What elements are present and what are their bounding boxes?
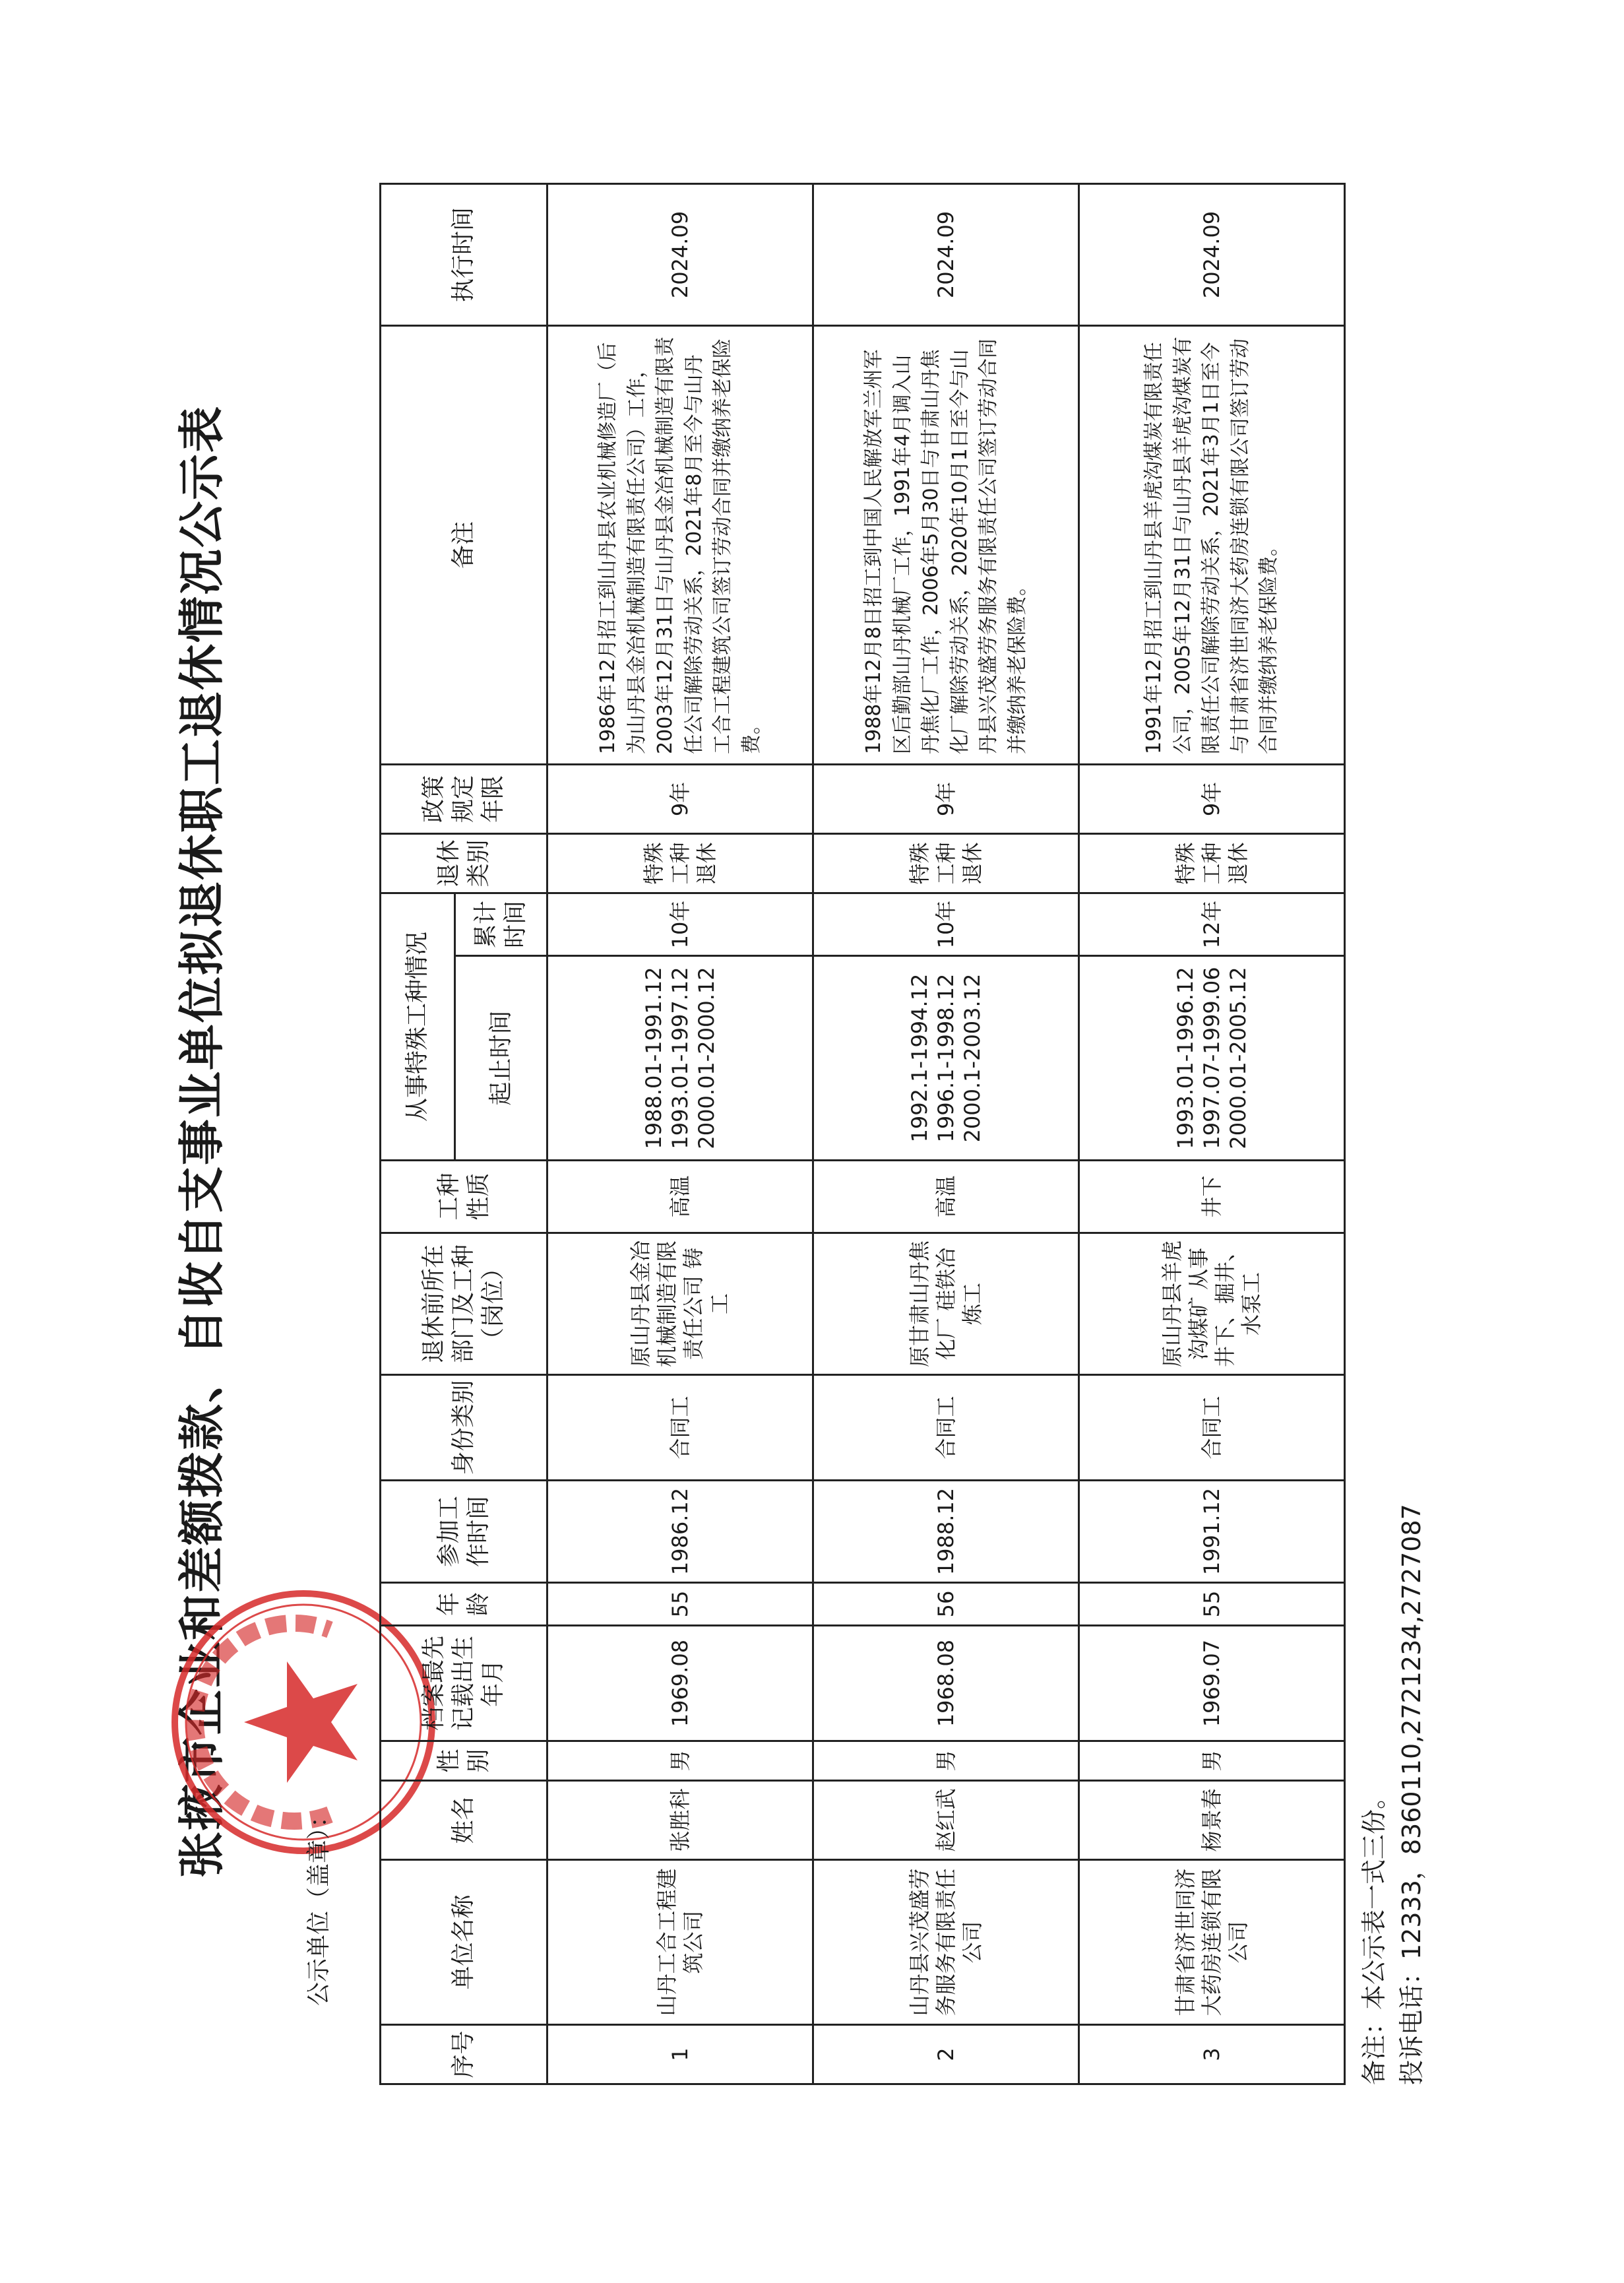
header-birth: 档案最先记载出生年月: [381, 1626, 547, 1741]
row-total: 12年: [1078, 893, 1344, 955]
row-note: 1986年12月招工到山丹县农业机械修造厂（后为山丹县金冶机械制造有限责任公司）工作，2003年12月31日与山丹县金冶机械制造有限责任公司解除劳动关系，2021年8月至今与山丹工合工程建筑公司签订劳动合同并缴纳养老保险费。: [547, 325, 813, 764]
period-item: 2000.01-2005.12: [1225, 967, 1251, 1149]
row-age: 55: [1078, 1583, 1344, 1626]
header-period: 起止时间: [454, 956, 547, 1161]
row-retire-type: 特殊工种退休: [547, 833, 813, 893]
row-worktype: 高温: [547, 1161, 813, 1233]
header-note: 备注: [381, 325, 547, 764]
header-seq: 序号: [381, 2025, 547, 2084]
row-gender: 男: [1078, 1741, 1344, 1781]
header-dept: 退休前所在部门及工种（岗位）: [381, 1233, 547, 1375]
row-identity: 合同工: [813, 1375, 1078, 1481]
row-company: 甘肃省济世同济大药房连锁有限公司: [1078, 1860, 1344, 2025]
period-item: 1997.07-1999.06: [1199, 967, 1224, 1149]
row-note: 1988年12月8日招工到中国人民解放军兰州军区后勤部山丹机械厂工作，1991年4月调入山丹焦化厂工作，2006年5月30日与甘肃山丹焦化厂解除劳动关系，2020年10月1日至今与山丹县兴茂盛劳务服务有限责任公司签订劳动合同并缴纳养老保险费。: [813, 325, 1078, 764]
row-dept: 原甘肃山丹焦化厂 硅铁冶炼工: [813, 1233, 1078, 1375]
row-policy: 9年: [1078, 764, 1344, 833]
header-age: 年龄: [381, 1583, 547, 1626]
period-item: 1993.01-1997.12: [667, 967, 693, 1149]
row-periods: [1078, 956, 1344, 1161]
row-gender: 男: [547, 1741, 813, 1781]
header-name: 姓名: [381, 1781, 547, 1860]
header-exec: 执行时间: [381, 183, 547, 325]
row-worktype: 高温: [813, 1161, 1078, 1233]
row-name: 杨景春: [1078, 1781, 1344, 1860]
row-total: 10年: [813, 893, 1078, 955]
row-age: 56: [813, 1583, 1078, 1626]
header-worktype: 工种性质: [381, 1161, 547, 1233]
header-retire-type: 退休类别: [381, 833, 547, 893]
header-join: 参加工作时间: [381, 1481, 547, 1583]
row-company: 山丹工合工程建筑公司: [547, 1860, 813, 2025]
row-dept: 原山丹县金冶机械制造有限责任公司 铸工: [547, 1233, 813, 1375]
period-item: 2000.01-2000.12: [693, 967, 719, 1149]
footer-phone: 投诉电话：12333，8360110,2721234,2727087: [1397, 1504, 1426, 2085]
row-birth: 1969.08: [547, 1626, 813, 1741]
table-row: [547, 183, 813, 2084]
header-identity: 身份类别: [381, 1375, 547, 1481]
row-seq: 3: [1078, 2025, 1344, 2084]
row-note: 1991年12月招工到山丹县羊虎沟煤炭有限责任公司，2005年12月31日与山丹县羊虎沟煤炭有限责任公司解除劳动关系，2021年3月1日至今与甘肃省济世同济大药房连锁有限公司签订劳动合同并缴纳养老保险费。: [1078, 325, 1344, 764]
row-exec: 2024.09: [1078, 183, 1344, 325]
header-total: 累计时间: [454, 893, 547, 955]
row-identity: 合同工: [547, 1375, 813, 1481]
header-gender: 性别: [381, 1741, 547, 1781]
row-policy: 9年: [547, 764, 813, 833]
row-birth: 1968.08: [813, 1626, 1078, 1741]
header-policy: 政策规定年限: [381, 764, 547, 833]
row-worktype: 井下: [1078, 1161, 1344, 1233]
period-item: 1996.1-1998.12: [933, 973, 958, 1143]
row-seq: 2: [813, 2025, 1078, 2084]
row-name: 张胜科: [547, 1781, 813, 1860]
retirement-table: [379, 183, 1346, 2085]
period-item: 1988.01-1991.12: [640, 967, 666, 1149]
table-row: [1078, 183, 1344, 2084]
publishing-unit-label: 公示单位（盖章）：: [305, 1803, 332, 2006]
footer: [1356, 1504, 1431, 2085]
table-row: [813, 183, 1078, 2084]
row-birth: 1969.07: [1078, 1626, 1344, 1741]
header-special: 从事特殊工种情况: [381, 893, 455, 1160]
period-item: 2000.1-2003.12: [959, 973, 985, 1143]
row-retire-type: 特殊工种退休: [1078, 833, 1344, 893]
row-total: 10年: [547, 893, 813, 955]
row-join: 1988.12: [813, 1481, 1078, 1583]
period-item: 1993.01-1996.12: [1172, 967, 1198, 1149]
period-item: 1992.1-1994.12: [906, 973, 932, 1143]
row-exec: 2024.09: [813, 183, 1078, 325]
row-join: 1991.12: [1078, 1481, 1344, 1583]
row-policy: 9年: [813, 764, 1078, 833]
row-dept: 原山丹县羊虎沟煤矿 从事井下、掘井、水泵工: [1078, 1233, 1344, 1375]
page-title: 张掖市企业和差额拨款、自收自支事业单位拟退休职工退休情况公示表: [175, 405, 229, 1878]
row-exec: 2024.09: [547, 183, 813, 325]
row-company: 山丹县兴茂盛劳务服务有限责任公司: [813, 1860, 1078, 2025]
footer-remark: 备注：本公示表一式三份。: [1359, 1784, 1389, 2085]
row-identity: 合同工: [1078, 1375, 1344, 1481]
row-join: 1986.12: [547, 1481, 813, 1583]
row-retire-type: 特殊工种退休: [813, 833, 1078, 893]
row-name: 赵红武: [813, 1781, 1078, 1860]
row-periods: [813, 956, 1078, 1161]
row-periods: [547, 956, 813, 1161]
row-age: 55: [547, 1583, 813, 1626]
row-gender: 男: [813, 1741, 1078, 1781]
row-seq: 1: [547, 2025, 813, 2084]
header-company: 单位名称: [381, 1860, 547, 2025]
